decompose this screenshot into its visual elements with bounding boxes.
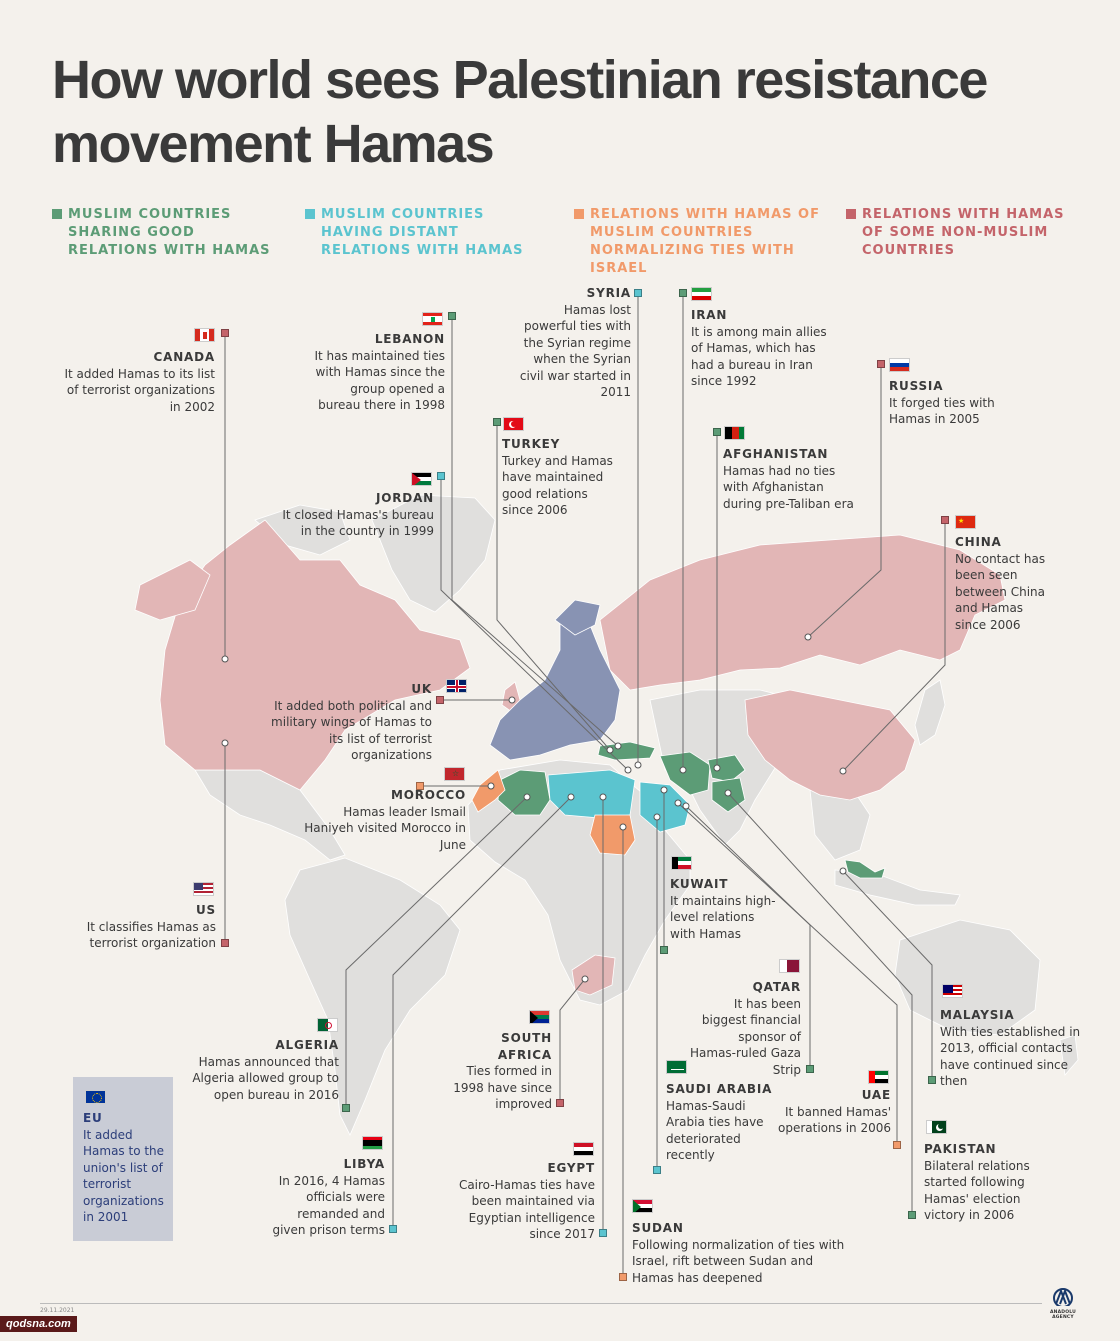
legend-label-normalizing: RELATIONS WITH HAMAS OF MUSLIM COUNTRIES NORMALIZING TIES WITH ISRAEL: [590, 207, 820, 276]
uae-note: [760, 1087, 891, 1137]
turkey-note: [502, 436, 622, 519]
egypt-name: EGYPT: [547, 1161, 595, 1175]
china-flag: ★: [955, 515, 976, 529]
qatar-name: QATAR: [752, 980, 801, 994]
kuwait-name: KUWAIT: [670, 877, 729, 891]
algeria-anchor-dot: [524, 794, 530, 800]
libya-text: In 2016, 4 Hamas officials were remanded and given prison terms: [272, 1173, 385, 1237]
russia-name: RUSSIA: [889, 379, 944, 393]
uk-note: [270, 681, 432, 764]
morocco-anchor-dot: [488, 783, 494, 789]
russia-shape: [600, 535, 1005, 690]
uae-text: It banned Hamas' operations in 2006: [778, 1104, 891, 1135]
malaysia-marker: [928, 1076, 936, 1084]
russia-marker: [877, 360, 885, 368]
legend-label-distant: MUSLIM COUNTRIES HAVING DISTANT RELATIONS WITH HAMAS: [321, 207, 524, 258]
libya-name: LIBYA: [343, 1157, 385, 1171]
anadolu-logo-text: ANADOLU AGENCY: [1049, 1310, 1077, 1320]
footer-date: 29.11.2021: [40, 1307, 75, 1314]
anadolu-logo: [1040, 1286, 1086, 1320]
qatar-text: It has been biggest financial sponsor of Hamas-ruled Gaza Strip: [690, 996, 801, 1077]
us-marker: [221, 939, 229, 947]
turkey-shape: [598, 742, 655, 760]
page-title: How world sees Palestinian resistance movement Hamas: [52, 50, 987, 174]
malaysia-flag: [942, 984, 963, 998]
canada-flag: [194, 328, 215, 342]
china-note: [955, 534, 1050, 633]
qodsna-watermark: qodsna.com: [0, 1316, 77, 1332]
canada-text: It added Hamas to its list of terrorist organizations in 2002: [64, 366, 215, 414]
eu-note: [83, 1110, 168, 1226]
jordan-flag: [411, 472, 432, 486]
syria-name: SYRIA: [586, 286, 631, 300]
qatar-note: [690, 979, 801, 1078]
morocco-note: [290, 787, 466, 853]
china-marker: [941, 516, 949, 524]
turkey-anchor-dot: [607, 747, 613, 753]
us-note: [80, 902, 216, 952]
turkey-name: TURKEY: [502, 437, 561, 451]
russia-flag: [889, 358, 910, 372]
pakistan-flag: [926, 1120, 947, 1134]
iran-flag: [691, 287, 712, 301]
uk-anchor-dot: [509, 697, 515, 703]
eu-name: EU: [83, 1111, 103, 1125]
china-name: CHINA: [955, 535, 1002, 549]
afghanistan-marker: [713, 428, 721, 436]
legend-label-good: MUSLIM COUNTRIES SHARING GOOD RELATIONS WITH HAMAS: [68, 207, 271, 258]
iran-name: IRAN: [691, 308, 728, 322]
libya-note: [265, 1156, 385, 1239]
qatar-flag: [779, 959, 800, 973]
morocco-name: MOROCCO: [391, 788, 466, 802]
afghanistan-note: [723, 446, 863, 512]
jordan-marker: [437, 472, 445, 480]
pakistan-name: PAKISTAN: [924, 1142, 997, 1156]
kuwait-note: [670, 876, 780, 942]
eu-flag: [85, 1090, 106, 1104]
algeria-name: ALGERIA: [275, 1038, 339, 1052]
uae-flag: [868, 1070, 889, 1084]
syria-text: Hamas lost powerful ties with the Syrian regime when the Syrian civil war started in 2011: [519, 302, 631, 399]
russia-anchor-dot: [805, 634, 811, 640]
pakistan-marker: [908, 1211, 916, 1219]
pakistan-note: [924, 1141, 1064, 1224]
south-africa-name: SOUTH AFRICA: [497, 1031, 552, 1062]
saudi-arabia-flag: [666, 1060, 687, 1074]
algeria-flag: [317, 1018, 338, 1032]
afghanistan-text: Hamas had no ties with Afghanistan during pre-Taliban era: [723, 463, 854, 511]
algeria-note: [190, 1037, 339, 1103]
malaysia-note: [940, 1007, 1088, 1090]
japan-shape: [915, 680, 945, 745]
iran-marker: [679, 289, 687, 297]
uk-name: UK: [411, 682, 432, 696]
canada-anchor-dot: [222, 656, 228, 662]
morocco-flag: ☆: [444, 767, 465, 781]
jordan-note: [280, 490, 434, 540]
kuwait-marker: [660, 946, 668, 954]
sudan-note: [632, 1220, 852, 1286]
saudi-arabia-marker: [653, 1166, 661, 1174]
libya-egypt-shape: [548, 770, 635, 818]
uae-marker: [893, 1141, 901, 1149]
saudi-arabia-text: Hamas-Saudi Arabia ties have deteriorated recently: [666, 1098, 764, 1162]
afghanistan-anchor-dot: [714, 765, 720, 771]
jordan-text: It closed Hamas's bureau in the country in 1999: [282, 507, 434, 538]
iran-note: [691, 307, 831, 390]
canada-name: CANADA: [153, 350, 215, 364]
uk-flag: [446, 679, 467, 693]
afghanistan-name: AFGHANISTAN: [723, 447, 829, 461]
lebanon-text: It has maintained ties with Hamas since the group opened a bureau there in 1998: [314, 348, 445, 412]
uae-name: UAE: [861, 1088, 891, 1102]
algeria-marker: [342, 1104, 350, 1112]
iran-anchor-dot: [680, 767, 686, 773]
anadolu-logo-icon: [1049, 1286, 1077, 1306]
algeria-text: Hamas announced that Algeria allowed group to open bureau in 2016: [192, 1054, 339, 1102]
us-name: US: [196, 903, 216, 917]
turkey-flag: [503, 417, 524, 431]
south-africa-text: Ties formed in 1998 have since improved: [453, 1064, 552, 1111]
uae-anchor-dot: [675, 800, 681, 806]
us-text: It classifies Hamas as terrorist organization: [86, 919, 216, 950]
turkey-text: Turkey and Hamas have maintained good relations since 2006: [502, 453, 613, 517]
malaysia-name: MALAYSIA: [940, 1008, 1015, 1022]
uk-text: It added both political and military wings of Hamas to its list of terrorist organizations: [271, 698, 432, 762]
eu-text: It added Hamas to the union's list of terrorist organizations in 2001: [83, 1127, 165, 1224]
jordan-name: JORDAN: [376, 491, 434, 505]
syria-note: [510, 285, 631, 401]
jordan-anchor-dot: [625, 767, 631, 773]
kuwait-text: It maintains high-level relations with Hamas: [670, 893, 776, 941]
china-shape: [745, 690, 915, 800]
russia-text: It forged ties with Hamas in 2005: [889, 395, 995, 426]
footer-divider: [40, 1303, 1042, 1304]
south-africa-anchor-dot: [582, 976, 588, 982]
turkey-marker: [493, 418, 501, 426]
egypt-flag: [573, 1142, 594, 1156]
kuwait-anchor-dot: [661, 787, 667, 793]
malaysia-anchor-dot: [840, 868, 846, 874]
lebanon-name: LEBANON: [374, 332, 445, 346]
sudan-text: Following normalization of ties with Israel, rift between Sudan and Hamas has deepened: [632, 1237, 845, 1285]
lebanon-marker: [448, 312, 456, 320]
pakistan-anchor-dot: [725, 790, 731, 796]
afghanistan-flag: [724, 426, 745, 440]
south-africa-flag: [529, 1010, 550, 1024]
egypt-anchor-dot: [600, 794, 606, 800]
russia-note: [889, 378, 999, 428]
china-text: No contact has been seen between China and Hamas since 2006: [955, 551, 1046, 632]
sudan-name: SUDAN: [632, 1221, 684, 1235]
syria-anchor-dot: [635, 762, 641, 768]
canada-note: [60, 349, 215, 415]
legend-label-nonmuslim: RELATIONS WITH HAMAS OF SOME NON-MUSLIM COUNTRIES: [862, 207, 1065, 258]
china-anchor-dot: [840, 768, 846, 774]
saudi-arabia-anchor-dot: [654, 814, 660, 820]
malaysia-text: With ties established in 2013, official contacts have continued since then: [940, 1024, 1081, 1088]
sudan-flag: [632, 1199, 653, 1213]
us-anchor-dot: [222, 740, 228, 746]
qatar-anchor-dot: [683, 803, 689, 809]
south-africa-note: [450, 1030, 552, 1113]
qatar-marker: [806, 1065, 814, 1073]
libya-anchor-dot: [568, 794, 574, 800]
egypt-text: Cairo-Hamas ties have been maintained via Egyptian intelligence since 2017: [458, 1177, 595, 1241]
uk-marker: [436, 696, 444, 704]
us-flag: [193, 882, 214, 896]
libya-marker: [389, 1225, 397, 1233]
saudi-arabia-name: SAUDI ARABIA: [666, 1082, 773, 1096]
lebanon-anchor-dot: [615, 743, 621, 749]
egypt-marker: [599, 1229, 607, 1237]
egypt-note: [450, 1160, 595, 1243]
sudan-marker: [619, 1273, 627, 1281]
syria-marker: [634, 289, 642, 297]
sudan-anchor-dot: [620, 824, 626, 830]
iran-text: It is among main allies of Hamas, which has had a bureau in Iran since 1992: [691, 324, 827, 388]
canada-marker: [221, 329, 229, 337]
lebanon-note: [305, 331, 445, 414]
morocco-text: Hamas leader Ismail Haniyeh visited Morocco in June: [304, 804, 466, 852]
libya-flag: [362, 1136, 383, 1150]
lebanon-flag: [422, 312, 443, 326]
south-africa-marker: [556, 1099, 564, 1107]
kuwait-flag: [671, 856, 692, 870]
pakistan-text: Bilateral relations started following Hamas' election victory in 2006: [924, 1158, 1030, 1222]
